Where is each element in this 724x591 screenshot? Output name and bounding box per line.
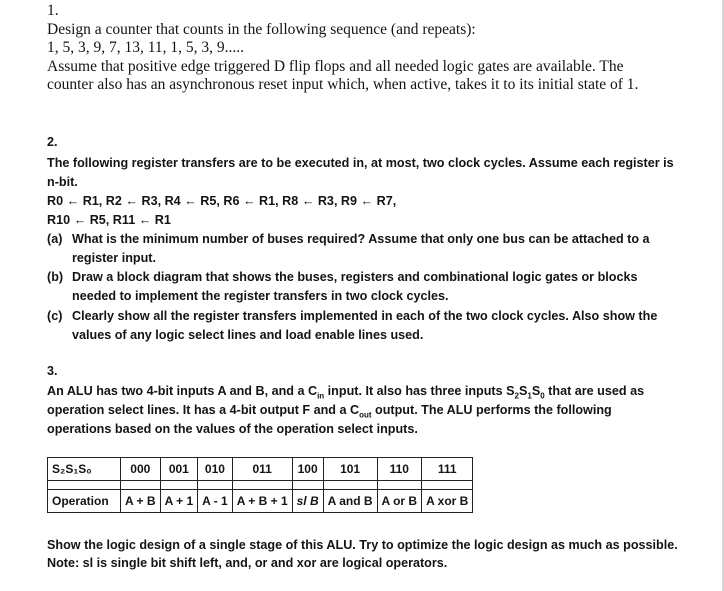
select-header: S₂S₁S₀ <box>48 458 121 481</box>
q2-transfers1: R0 ← R1, R2 ← R3, R4 ← R5, R6 ← R1, R8 ← R3, R9 ← R7, <box>47 194 397 208</box>
operation-cell: A - 1 <box>198 490 233 513</box>
code-cell: 111 <box>422 458 473 481</box>
operation-row <box>48 490 473 513</box>
q2-transfers2: R10 ← R5, R11 ← R1 <box>47 213 171 227</box>
q2-c-line2: values of any logic select lines and load enable lines used. <box>72 328 424 342</box>
q3-line2: operation select lines. It has a 4-bit output F and a $C_{out}$ output. The ALU performs the following <box>47 403 612 420</box>
q3-line1: An ALU has two 4-bit inputs A and B, and a $C_{in}$ input. It also has three inputs $S_2S_1S_0$ that are used as <box>47 384 645 401</box>
q2-c-label: (c) <box>47 309 63 323</box>
q2-a-label: (a) <box>47 232 63 246</box>
q3-footer2: Note: sl is single bit shift left, and, or and xor are logical operators. <box>47 556 448 570</box>
q3-footer1: Show the logic design of a single stage of this ALU. Try to optimize the logic design as much as possible. <box>47 538 678 552</box>
code-cell: 011 <box>232 458 292 481</box>
code-cell: 100 <box>292 458 323 481</box>
q1-sequence: 1, 5, 3, 9, 7, 13, 11, 1, 5, 3, 9..... <box>47 39 245 56</box>
q2-b-label: (b) <box>47 270 64 284</box>
alu-operation-table <box>47 457 473 513</box>
code-cell: 010 <box>198 458 233 481</box>
code-cell: 101 <box>323 458 377 481</box>
operation-cell: A + B <box>121 490 161 513</box>
q2-b-line2: needed to implement the register transfers in two clock cycles. <box>72 289 449 303</box>
code-cell: 001 <box>160 458 198 481</box>
operation-cell: A and B <box>323 490 377 513</box>
operation-cell: sl B <box>292 490 323 513</box>
code-cell: 000 <box>121 458 161 481</box>
q3-line3: operations based on the values of the operation select inputs. <box>47 422 418 436</box>
q1-line4: counter also has an asynchronous reset input which, when active, takes it to its initial state of 1. <box>47 76 639 93</box>
select-code-row <box>48 458 473 481</box>
q1-line1: Design a counter that counts in the following sequence (and repeats): <box>47 21 476 38</box>
operation-cell: A + B + 1 <box>232 490 292 513</box>
q3-number: 3. <box>47 364 58 378</box>
operation-cell: A + 1 <box>160 490 198 513</box>
q2-intro2: n-bit. <box>47 175 78 189</box>
q2-a-line1: What is the minimum number of buses required? Assume that only one bus can be attached to a <box>72 232 650 246</box>
q2-intro1: The following register transfers are to be executed in, at most, two clock cycles. Assume each register is <box>47 156 674 170</box>
operation-header: Operation <box>48 490 121 513</box>
q2-b-line1: Draw a block diagram that shows the buses, registers and combinational logic gates or blocks <box>72 270 638 284</box>
q2-number: 2. <box>47 135 58 149</box>
q1-number: 1. <box>47 2 59 19</box>
q2-a-line2: register input. <box>72 251 156 265</box>
code-cell: 110 <box>377 458 422 481</box>
operation-cell: A xor B <box>422 490 473 513</box>
q2-c-line1: Clearly show all the register transfers implemented in each of the two clock cycles. Also show the <box>72 309 658 323</box>
operation-cell: A or B <box>377 490 422 513</box>
q1-line3: Assume that positive edge triggered D flip flops and all needed logic gates are available. The <box>47 58 624 75</box>
